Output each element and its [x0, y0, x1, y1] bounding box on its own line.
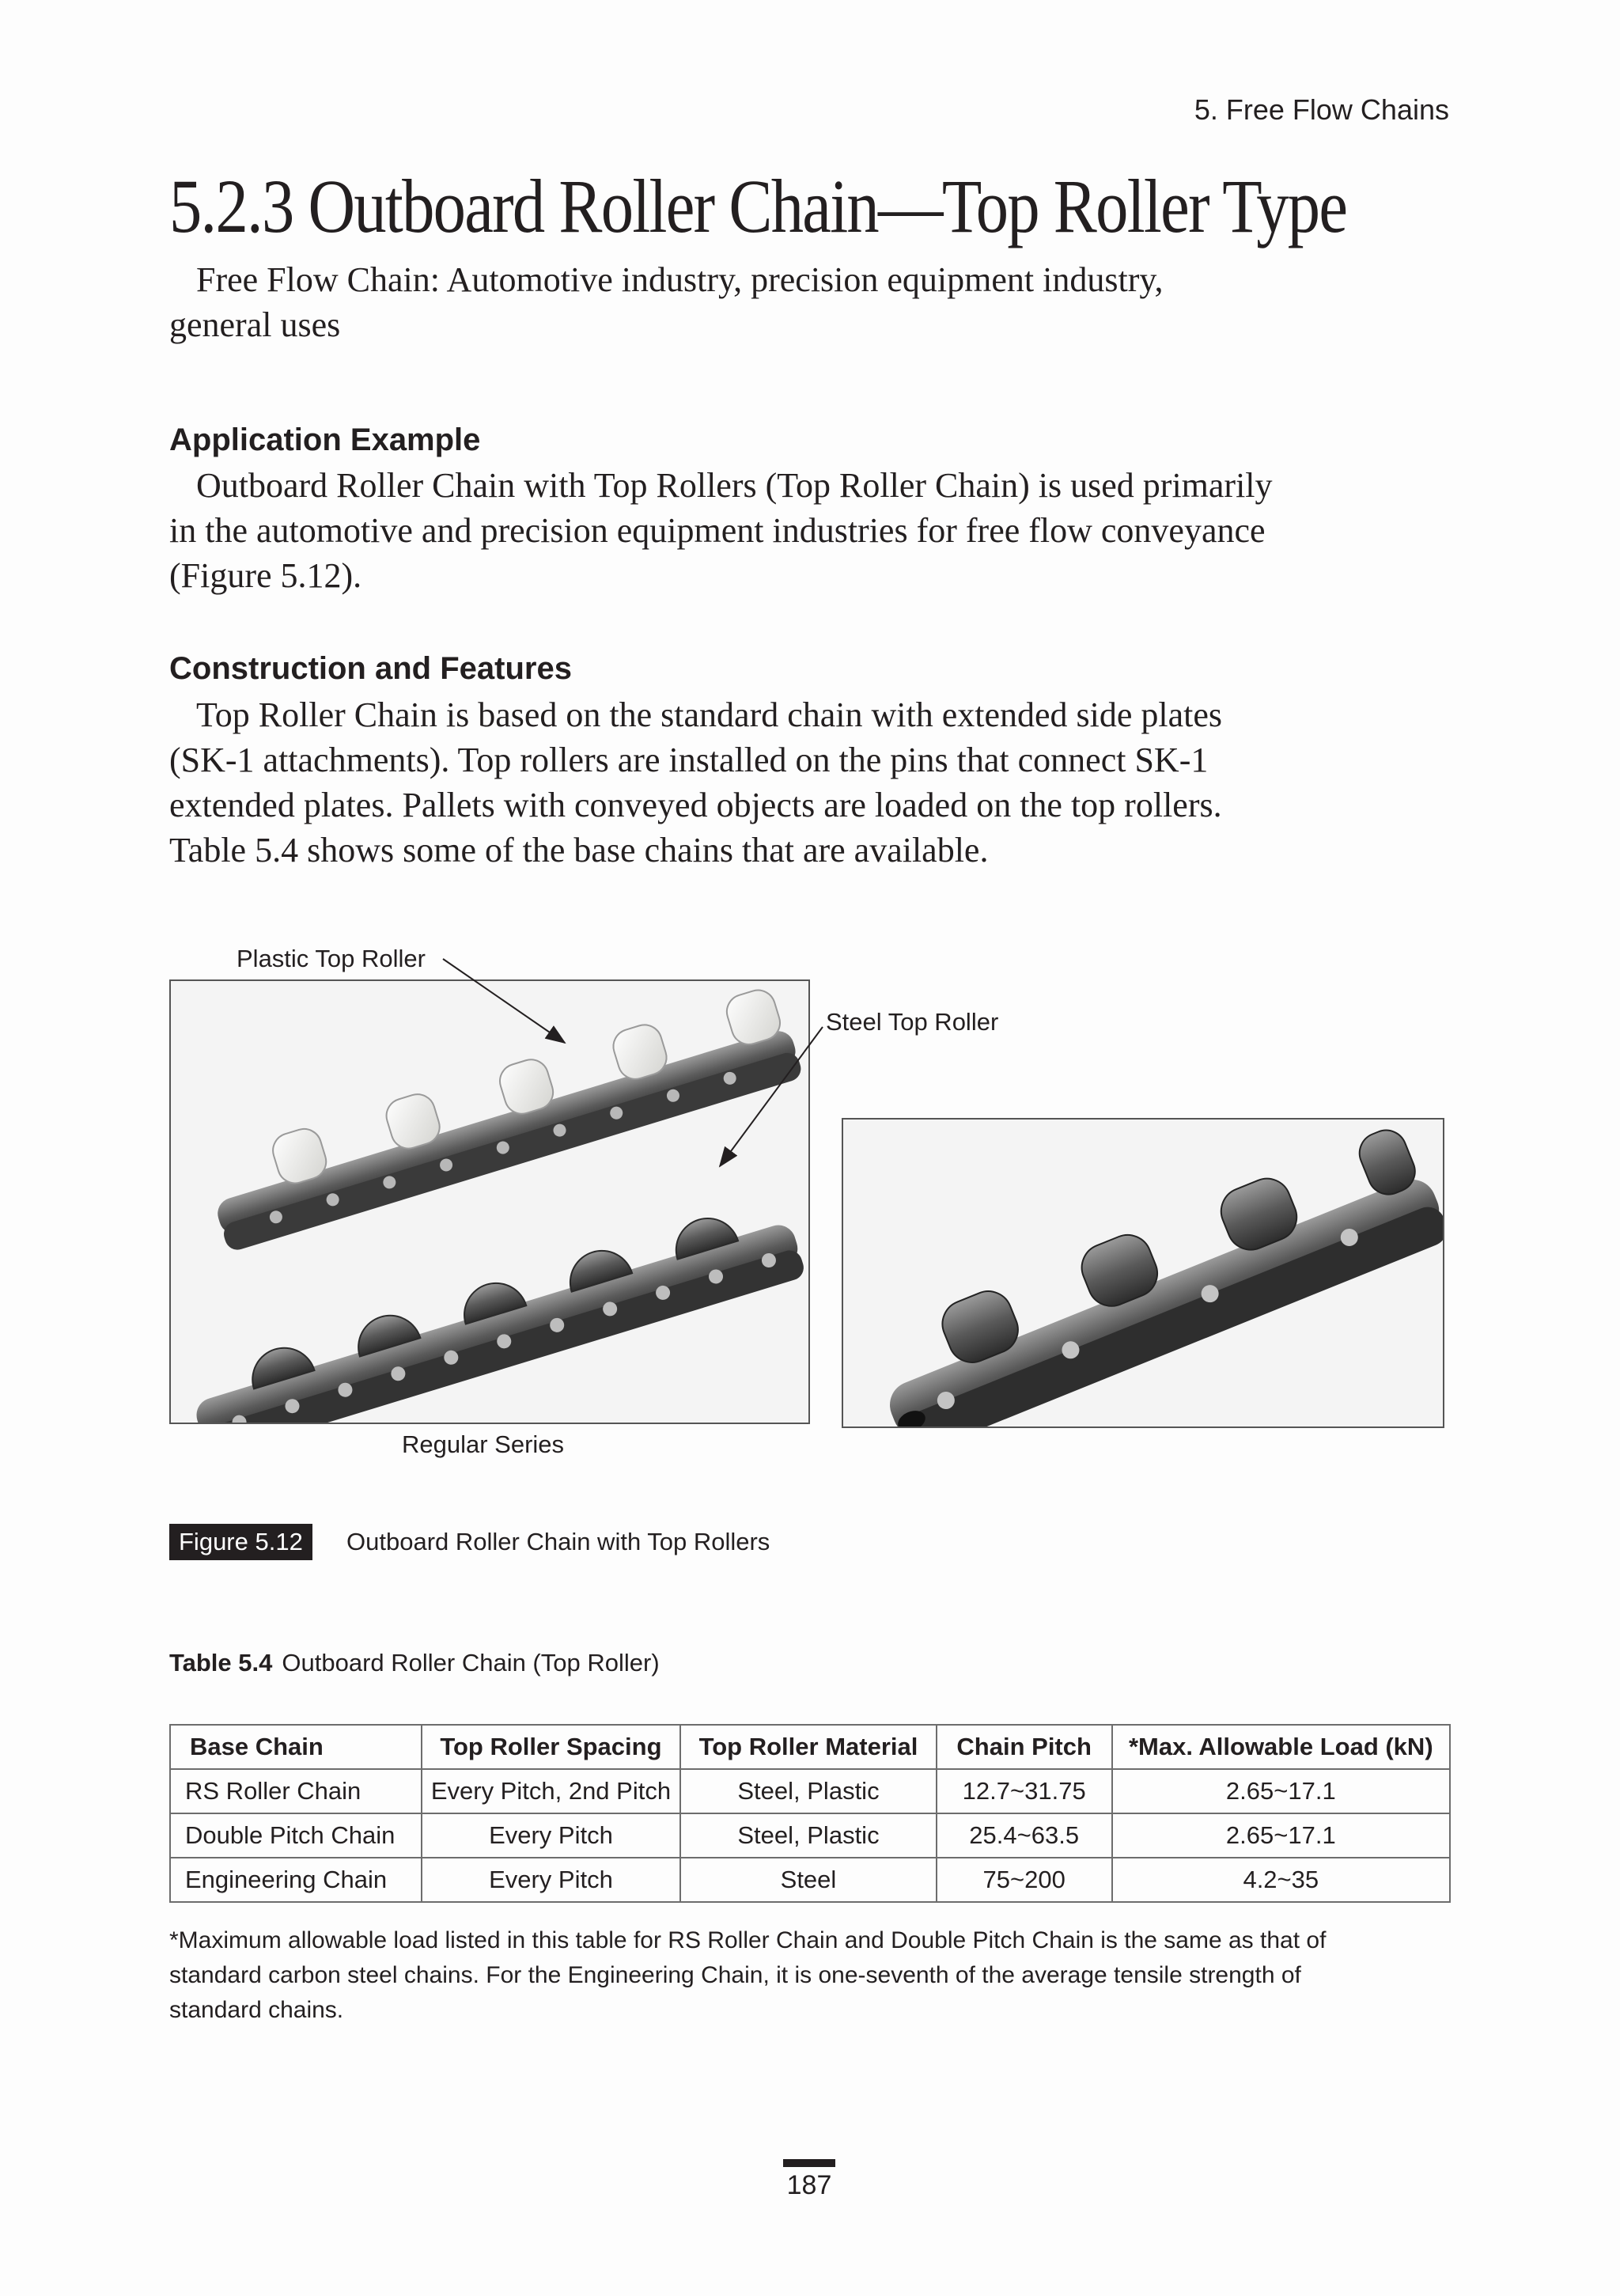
table-title: Outboard Roller Chain (Top Roller)	[282, 1649, 660, 1677]
page-number-bar	[783, 2159, 835, 2167]
application-heading: Application Example	[169, 422, 481, 457]
intro-line: Free Flow Chain: Automotive industry, precision equipment industry,	[196, 260, 1164, 299]
column-header: Top Roller Material	[680, 1725, 937, 1769]
paragraph-line: (Figure 5.12).	[169, 556, 362, 595]
column-header: Top Roller Spacing	[422, 1725, 681, 1769]
table-header-row	[170, 1725, 1450, 1769]
table-cell: Engineering Chain	[170, 1858, 422, 1902]
plastic-top-roller-callout: Plastic Top Roller	[237, 945, 426, 972]
paragraph-line: Table 5.4 shows some of the base chains that are available.	[169, 831, 989, 870]
footnote-line: *Maximum allowable load listed in this table for RS Roller Chain and Double Pitch Chain is the same as that of	[169, 1927, 1327, 1953]
paragraph-line: Outboard Roller Chain with Top Rollers (Top Roller Chain) is used primarily	[196, 466, 1273, 505]
running-head: 5. Free Flow Chains	[1194, 93, 1449, 126]
spec-table	[169, 1724, 1451, 1903]
paragraph-line: (SK-1 attachments). Top rollers are installed on the pins that connect SK-1	[169, 741, 1209, 779]
column-header: Base Chain	[170, 1725, 422, 1769]
construction-heading: Construction and Features	[169, 651, 572, 686]
column-header: Chain Pitch	[937, 1725, 1112, 1769]
table-cell: 75~200	[937, 1858, 1112, 1902]
table-cell: 2.65~17.1	[1112, 1769, 1450, 1813]
steel-roller-leader	[720, 1027, 823, 1166]
table-cell: 4.2~35	[1112, 1858, 1450, 1902]
figure-label: Figure 5.12	[169, 1524, 312, 1560]
regular-series-caption: Regular Series	[402, 1430, 565, 1458]
table-cell: Double Pitch Chain	[170, 1813, 422, 1858]
page-number: 187	[786, 2170, 832, 2200]
footnote-line: standard chains.	[169, 1997, 344, 2023]
paragraph-line: extended plates. Pallets with conveyed objects are loaded on the top rollers.	[169, 786, 1222, 824]
section-title: 5.2.3 Outboard Roller Chain—Top Roller Type	[169, 164, 1347, 248]
steel-top-roller-callout: Steel Top Roller	[826, 1008, 999, 1036]
footnote-line: standard carbon steel chains. For the Engineering Chain, it is one-seventh of the average tensile strength of	[169, 1962, 1301, 1988]
paragraph-line: Top Roller Chain is based on the standard chain with extended side plates	[196, 695, 1223, 734]
table-cell: 2.65~17.1	[1112, 1813, 1450, 1858]
column-header: *Max. Allowable Load (kN)	[1112, 1725, 1450, 1769]
table-row	[170, 1813, 1450, 1858]
table-cell: 25.4~63.5	[937, 1813, 1112, 1858]
table-cell: 12.7~31.75	[937, 1769, 1112, 1813]
table-caption	[169, 1649, 660, 1677]
paragraph-line: in the automotive and precision equipment industries for free flow conveyance	[169, 511, 1266, 550]
table-footnote	[169, 1923, 1459, 2028]
table-cell: RS Roller Chain	[170, 1769, 422, 1813]
table-row	[170, 1858, 1450, 1902]
table-cell: Steel, Plastic	[680, 1769, 937, 1813]
table-cell: Steel	[680, 1858, 937, 1902]
table-cell: Every Pitch	[422, 1858, 681, 1902]
table-cell: Steel, Plastic	[680, 1813, 937, 1858]
table-row	[170, 1769, 1450, 1813]
plastic-roller-leader	[443, 959, 565, 1043]
figure-caption: Outboard Roller Chain with Top Rollers	[346, 1528, 770, 1555]
intro-line: general uses	[169, 305, 341, 344]
table-label: Table 5.4	[169, 1649, 273, 1677]
table-cell: Every Pitch, 2nd Pitch	[422, 1769, 681, 1813]
table-cell: Every Pitch	[422, 1813, 681, 1858]
